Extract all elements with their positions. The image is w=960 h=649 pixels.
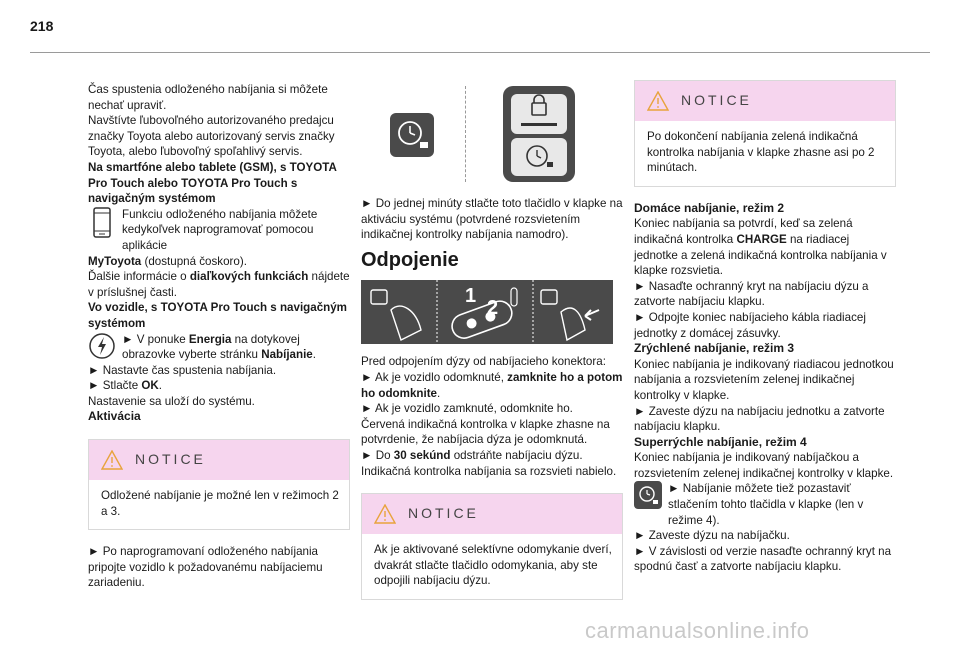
phone-instruction	[88, 207, 350, 254]
ok-label: OK	[141, 379, 159, 393]
pause-instruction	[634, 481, 896, 528]
step: ► Nastavte čas spustenia nabíjania.	[88, 363, 277, 377]
subheading-vehicle: Vo vozidle, s TOYOTA Pro Touch s navigačným systémom	[88, 301, 347, 330]
notice-text: Ak je aktivované selektívne odomykanie dverí, dvakrát stlačte tlačidlo odomykania, aby ste odpojili nabíjaciu dýzu.	[374, 543, 612, 588]
notice-header	[362, 494, 622, 534]
step-2-label: 2	[487, 297, 499, 320]
smartphone-icon	[88, 207, 116, 239]
step-1-label: 1	[465, 285, 477, 308]
step: ► V závislosti od verzie nasaďte ochranný kryt na spodnú časť a zatvorte nabíjaciu klapku.	[634, 544, 892, 574]
notice-text: Po dokončení nabíjania zelená indikačná kontrolka nabíjania v klapke zhasne asi po 2 minútach.	[647, 130, 875, 175]
menu-energy: Energia	[188, 332, 232, 346]
paragraph: Nastavenie sa uloží do systému.	[88, 394, 255, 408]
paragraph: ► Do jednej minúty stlačte toto tlačidlo v klapke na aktiváciu systému (potvrdené rozsvietením indikačnej kontrolky nabíjania namodro).	[361, 197, 623, 242]
warning-icon	[101, 450, 123, 470]
remote-functions-link[interactable]: diaľkových funkciách	[189, 270, 309, 284]
remote-post: nájdete v príslušnej časti.	[88, 270, 350, 299]
home-pre: Koniec nabíjania sa potvrdí, keď sa zelená indikačná kontrolka	[634, 217, 853, 246]
press-pre: ► Stlačte	[88, 379, 142, 393]
heading-super-fast-charging: Superrýchle nabíjanie, režim 4	[634, 434, 807, 449]
unlocked-end: .	[437, 386, 441, 400]
notice-title: NOTICE	[135, 451, 206, 468]
unplug-sequence-figure	[361, 280, 613, 344]
notice-header	[635, 81, 895, 121]
heading-activation: Aktivácia	[88, 409, 141, 424]
menu-page: Nabíjanie	[261, 348, 313, 362]
notice-title: NOTICE	[408, 505, 479, 522]
step: ► Ak je vozidlo zamknuté, odomknite ho.	[361, 402, 573, 416]
paragraph: Koniec nabíjania je indikovaný riadiacou jednotkou nabíjania a rozsvietením zelenej indikačnej kontrolky v klapke.	[634, 357, 894, 402]
watermark: carmanualsonline.info	[585, 618, 810, 643]
app-name: MyToyota	[88, 254, 142, 268]
menu-mid: na dotykovej obrazovke vyberte stránku	[122, 332, 300, 362]
warning-icon	[647, 91, 669, 111]
paragraph: Indikačná kontrolka nabíjania sa rozsvieti nabielo.	[361, 464, 617, 478]
delayed-charge-button-icon	[390, 113, 434, 157]
column-2	[361, 86, 623, 614]
warning-icon	[374, 504, 396, 524]
step: ► Zaveste dýzu na nabíjačku.	[634, 529, 790, 543]
step: ► Odpojte koniec nabíjacieho kábla riadiacej jednotky z domácej zásuvky.	[634, 310, 866, 340]
header-rule	[30, 52, 930, 53]
paragraph: ► Nabíjanie môžete tiež pozastaviť stlačením tohto tlačidla v klapke (len v režime 4).	[668, 482, 864, 527]
charge-flap-panel-icon	[503, 86, 575, 182]
paragraph: ► Po naprogramovaní odloženého nabíjania pripojte vozidlo k požadovanému nabíjaciemu zariadeniu.	[88, 545, 323, 590]
figure-divider	[465, 86, 467, 182]
notice-title: NOTICE	[681, 92, 752, 109]
subheading-smartphone: Na smartfóne alebo tablete (GSM), s TOYOTA Pro Touch alebo TOYOTA Pro Touch s navigačným systémom	[88, 160, 337, 206]
notice-text: Odložené nabíjanie je možné len v režimoch 2 a 3.	[101, 489, 339, 518]
page-number: 218	[30, 18, 54, 34]
paragraph: Koniec nabíjania je indikovaný nabíjačkou a rozsvietením zelenej indikačnej kontrolky v klapke.	[634, 451, 894, 480]
press-end: .	[158, 379, 162, 393]
notice-header	[89, 440, 349, 480]
unlocked-pre: ► Ak je vozidlo odomknuté,	[361, 370, 508, 384]
remove-pre: ► Do	[361, 448, 394, 462]
charge-label: CHARGE	[736, 232, 787, 246]
notice-box	[88, 439, 350, 530]
menu-pre: ► V ponuke	[122, 332, 189, 346]
column-3	[634, 80, 896, 575]
notice-box	[361, 493, 623, 600]
remove-bold: 30 sekúnd	[393, 448, 451, 462]
phone-text-end: (dostupná čoskoro).	[141, 254, 247, 268]
remote-pre: Ďalšie informácie o	[88, 270, 190, 284]
remove-end: odstráňte nabíjaciu dýzu.	[450, 448, 583, 462]
delayed-charge-button-icon	[634, 481, 662, 509]
section-title: Odpojenie	[361, 248, 459, 271]
paragraph: Červená indikačná kontrolka v klapke zhasne na potvrdenie, že nabíjacia dýza je odomknutá.	[361, 417, 610, 447]
button-figure	[361, 86, 623, 182]
paragraph: Čas spustenia odloženého nabíjania si môžete nechať upraviť.	[88, 83, 328, 112]
energy-icon	[88, 332, 116, 360]
heading-fast-charging: Zrýchlené nabíjanie, režim 3	[634, 341, 795, 356]
paragraph: Pred odpojením dýzy od nabíjacieho konektora:	[361, 355, 606, 369]
menu-end: .	[312, 348, 316, 362]
paragraph: Navštívte ľubovoľného autorizovaného predajcu značky Toyota alebo autorizovaný servis značky Toyota, alebo ľubovoľný spoľahlivý servis.	[88, 114, 335, 159]
heading-home-charging: Domáce nabíjanie, režim 2	[634, 200, 785, 215]
step: ► Zaveste dýzu na nabíjaciu jednotku a zatvorte nabíjaciu klapku.	[634, 404, 885, 434]
notice-box	[634, 80, 896, 187]
step: ► Nasaďte ochranný kryt na nabíjaciu dýzu a zatvorte nabíjaciu klapku.	[634, 279, 869, 309]
phone-text: Funkciu odloženého nabíjania môžete kedykoľvek naprogramovať pomocou aplikácie	[122, 207, 318, 252]
column-1	[88, 82, 350, 591]
unlocked-bold: zamknite ho a potom ho odomknite	[361, 370, 623, 400]
home-post: na riadiacej jednotke a zelená indikačná kontrolka nabíjania v klapke rozsvietia.	[634, 232, 887, 278]
touchscreen-instruction	[88, 332, 350, 363]
